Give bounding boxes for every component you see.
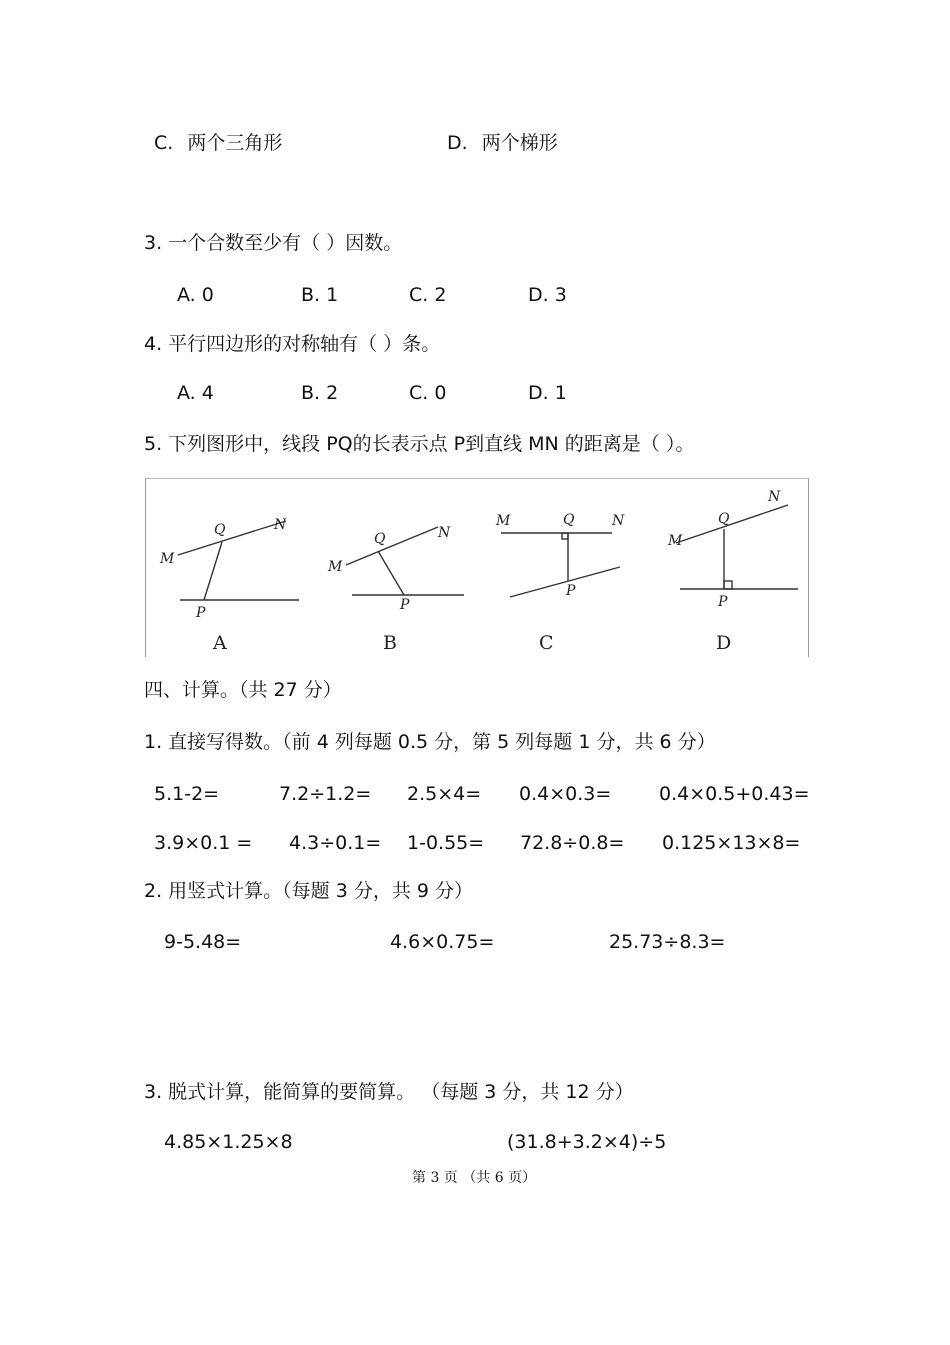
q4-stem: 4. 平行四边形的对称轴有（ ）条。: [144, 333, 441, 355]
fig-b-label-m: M: [328, 559, 343, 575]
option-text: 两个梯形: [481, 132, 558, 154]
page-footer: 第 3 页 （共 6 页）: [412, 1170, 537, 1186]
p1-row2-item5: 0.125×13×8=: [662, 832, 801, 854]
fig-c-caption: C: [539, 632, 554, 654]
fig-d-label-n: N: [768, 489, 781, 505]
p1-row2-item3: 1-0.55=: [407, 832, 485, 854]
q2-option-c: [154, 134, 282, 153]
p1-row1-item4: 0.4×0.3=: [519, 783, 612, 805]
fig-d-label-m: M: [668, 533, 683, 549]
p1-row2-item1: 3.9×0.1 =: [154, 832, 253, 854]
fig-d-right-angle: [724, 581, 732, 589]
q3-option-b: B. 1: [301, 284, 339, 306]
q3-option-d: D. 3: [528, 284, 567, 306]
fig-a-segment-pq: [204, 542, 222, 600]
q4-option-a: A. 4: [177, 382, 214, 404]
p1-row1-item1: 5.1-2=: [154, 783, 220, 805]
fig-b-label-q: Q: [374, 531, 386, 547]
q5-stem: 5. 下列图形中，线段 PQ的长表示点 P到直线 MN 的距离是（ ）。: [144, 433, 695, 455]
fig-a-label-n: N: [274, 517, 287, 533]
q5-figures-svg: [146, 479, 808, 657]
fig-a-line-mn: [178, 521, 286, 555]
p3-title: 3. 脱式计算，能简算的要简算。 （每题 3 分，共 12 分）: [144, 1081, 634, 1103]
fig-b-segment-pq: [378, 551, 404, 595]
p2-item1: 9-5.48=: [164, 931, 242, 953]
fig-b-label-n: N: [438, 525, 451, 541]
fig-d-label-p: P: [718, 594, 728, 610]
p1-row2-item2: 4.3÷0.1=: [289, 832, 382, 854]
q3-stem: 3. 一个合数至少有（ ）因数。: [144, 232, 403, 254]
fig-a-label-m: M: [160, 551, 175, 567]
p3-item1: 4.85×1.25×8: [164, 1131, 293, 1153]
fig-a-label-q: Q: [214, 522, 226, 538]
fig-b-line-mn: [346, 527, 438, 565]
q3-option-c: C. 2: [409, 284, 447, 306]
option-text: 两个三角形: [187, 132, 283, 154]
q5-figure-panel: [145, 478, 809, 657]
p2-title: 2. 用竖式计算。（每题 3 分，共 9 分）: [144, 880, 474, 902]
p1-row1-item5: 0.4×0.5+0.43=: [659, 783, 810, 805]
option-label: C.: [154, 132, 174, 154]
p1-row2-item4: 72.8÷0.8=: [520, 832, 625, 854]
section4-title: 四、计算。（共 27 分）: [144, 679, 342, 701]
p1-row1-item2: 7.2÷1.2=: [279, 783, 372, 805]
q3-option-a: A. 0: [177, 284, 214, 306]
q4-option-b: B. 2: [301, 382, 339, 404]
fig-a-label-p: P: [196, 605, 206, 621]
fig-c-line-p: [510, 567, 620, 597]
option-label: D.: [447, 132, 468, 154]
p3-item2: (31.8+3.2×4)÷5: [507, 1131, 667, 1153]
p2-item3: 25.73÷8.3=: [609, 931, 726, 953]
q2-option-d: [447, 134, 558, 153]
fig-c-label-n: N: [612, 513, 625, 529]
fig-c-right-angle: [562, 533, 568, 539]
fig-a-caption: A: [213, 632, 227, 654]
fig-c-label-q: Q: [563, 512, 575, 528]
q4-option-d: D. 1: [528, 382, 567, 404]
fig-c-label-p: P: [566, 583, 576, 599]
p2-item2: 4.6×0.75=: [390, 931, 495, 953]
fig-d-line-mn: [676, 505, 788, 543]
fig-b-caption: B: [383, 632, 397, 654]
q4-option-c: C. 0: [409, 382, 447, 404]
fig-d-caption: D: [716, 632, 732, 654]
fig-d-label-q: Q: [718, 511, 730, 527]
fig-c-label-m: M: [496, 513, 511, 529]
fig-b-label-p: P: [400, 597, 410, 613]
p1-row1-item3: 2.5×4=: [407, 783, 482, 805]
p1-title: 1. 直接写得数。（前 4 列每题 0.5 分，第 5 列每题 1 分，共 6 分）: [144, 731, 716, 753]
